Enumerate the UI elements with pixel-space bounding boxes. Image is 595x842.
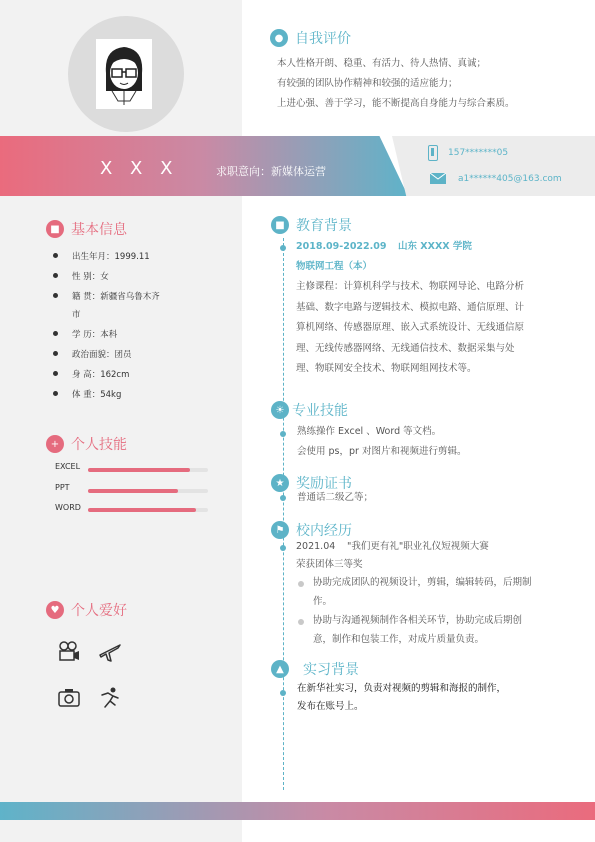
hat-icon: ▲ xyxy=(271,660,289,678)
internship-text: 在新华社实习，负责对视频的剪辑和海报的制作， 发布在账号上。 xyxy=(297,683,507,712)
trophy-icon: ★ xyxy=(271,474,289,492)
airplane-icon xyxy=(98,640,122,664)
self-eval-text: 本人性格开朗、稳重、有活力、待人热情、真诚； 有较强的团队协作精神和较强的适应能力； 上进心强、善于学习，能不断提高自身能力与综合素质。 xyxy=(277,58,515,109)
name-banner xyxy=(0,136,408,196)
timeline-dot xyxy=(280,690,286,696)
campus-heading: ⚑ 校内经历 xyxy=(271,520,352,540)
footer-bar xyxy=(0,802,595,820)
phone-row xyxy=(428,145,508,161)
skill-bar-word xyxy=(88,508,208,512)
book-icon: ■ xyxy=(271,216,289,234)
info-origin: 籍 贯：新疆省乌鲁木齐 xyxy=(53,288,222,306)
heart-icon: ♥ xyxy=(46,601,64,619)
education-heading: ■ 教育背景 xyxy=(271,215,352,235)
info-birth: 出生年月：1999.11 xyxy=(53,248,222,268)
campus-bullet-2: 协助与沟通视频制作各相关环节，协助完成后期创 意，制作和包装工作，对成片质量负责。 xyxy=(313,615,523,645)
id-card-icon: ■ xyxy=(46,220,64,238)
skill-bar-excel xyxy=(88,468,208,472)
phone-icon xyxy=(428,145,438,161)
edu-courses: 主修课程：计算机科学与技术、物联网导论、电路分析 基础、数字电路与逻辑技术、模拟电路、通信原理、计 算机网络、传感器原理、嵌入式系统设计、无线通信原 理、无线传感器网络、无线通信技术、数据采集与处 理、物联网安全技术、物联网组网技术等。 xyxy=(296,281,525,374)
camera-icon xyxy=(57,686,81,710)
skills-heading: + 个人技能 xyxy=(46,434,127,454)
info-height: 身 高：162cm xyxy=(53,366,222,386)
skill-label-ppt: PPT xyxy=(55,483,70,492)
job-intent: 求职意向：新媒体运营 xyxy=(216,165,326,178)
mail-icon xyxy=(430,173,446,184)
email-row xyxy=(430,173,562,184)
self-eval-heading: ● 自我评价 xyxy=(270,28,351,48)
running-icon xyxy=(98,686,122,710)
awards-text: 普通话二级乙等； xyxy=(297,492,374,503)
bullet xyxy=(298,619,304,625)
pro-skills-heading: ☀ 专业技能 xyxy=(271,400,348,420)
campus-bullet-1: 协助完成团队的视频设计，剪辑，编辑转码，后期制 作。 xyxy=(313,577,532,607)
pro-skills-text: 熟练操作 Excel 、Word 等文档。 会使用 ps，pr 对图片和视频进行剪辑。 xyxy=(297,426,467,457)
avatar xyxy=(96,39,152,109)
info-gender: 性 别：女 xyxy=(53,268,222,288)
edu-major: 物联网工程（本） xyxy=(296,261,373,272)
hobbies-heading: ♥ 个人爱好 xyxy=(46,600,127,620)
cloud-icon: ☀ xyxy=(271,401,289,419)
flag-icon: ⚑ xyxy=(271,521,289,539)
basic-info-list xyxy=(53,248,222,406)
video-camera-icon xyxy=(57,640,81,664)
user-plus-icon: + xyxy=(46,435,64,453)
basic-info-heading: ■ 基本信息 xyxy=(46,219,127,239)
info-weight: 体 重：54kg xyxy=(53,386,222,406)
campus-date: 2021.04 xyxy=(296,541,336,552)
info-education: 学 历：本科 xyxy=(53,326,222,346)
timeline-line xyxy=(283,238,284,790)
info-origin-cont: 市 xyxy=(72,310,81,320)
info-political: 政治面貌：团员 xyxy=(53,346,222,366)
timeline-dot xyxy=(280,545,286,551)
skill-label-excel: EXCEL xyxy=(55,462,81,471)
timeline-dot xyxy=(280,495,286,501)
campus-event: "我们更有礼"职业礼仪短视频大赛 xyxy=(347,541,489,552)
campus-result: 荣获团体三等奖 xyxy=(296,559,363,570)
skill-label-word: WORD xyxy=(55,503,81,512)
bullet xyxy=(298,581,304,587)
timeline-dot xyxy=(280,431,286,437)
internship-heading: ▲ 实习背景 xyxy=(271,659,359,679)
timeline-dot xyxy=(280,245,286,251)
awards-heading: ★ 奖励证书 xyxy=(271,473,352,493)
edu-school: 山东 XXXX 学院 xyxy=(398,241,472,252)
user-icon: ● xyxy=(270,29,288,47)
email-address: a1******405@163.com xyxy=(458,173,562,184)
candidate-name: X X X xyxy=(100,158,179,179)
edu-period: 2018.09-2022.09 xyxy=(296,241,387,252)
phone-number: 157*******05 xyxy=(448,148,509,158)
skill-bar-ppt xyxy=(88,489,208,493)
